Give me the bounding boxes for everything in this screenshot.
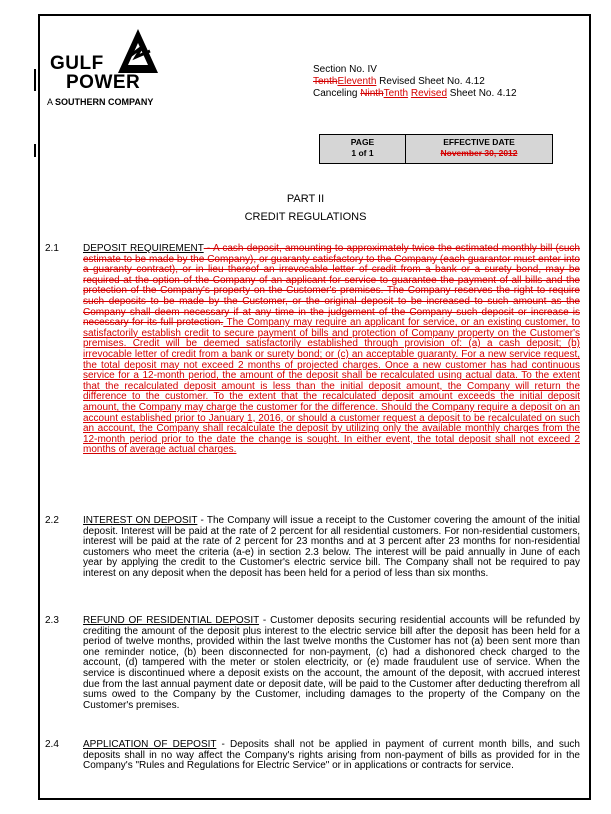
- canceling-sheet-line: Canceling NinthTenth Revised Sheet No. 4.12: [313, 88, 517, 99]
- section-title: REFUND OF RESIDENTIAL DEPOSIT: [83, 615, 260, 626]
- section-number: Section No. IV: [313, 64, 377, 75]
- section-body: [83, 244, 580, 456]
- section-number: 2.4: [45, 739, 59, 750]
- section-number: 2.1: [45, 243, 59, 254]
- section-text: - The Company will issue a receipt to the Customer covering the amount of the initial deposit. Interest will be paid at the rate of 2 percent for all residential customers. For non-residential customers, interest will be paid at the rate of 2 percent for 23 months and at 3 percent after 23 months for non-residential customers who meet the criteria (a-e) in section 2.3 below. The interest will be paid annually in June of each year by applying the credit to the Customer's electric service bill. The Company shall not be required to pay interest on any deposit when the deposit has been held for a period of less than six months.: [83, 515, 580, 579]
- section-body: [83, 740, 580, 772]
- section-number: 2.3: [45, 615, 59, 626]
- section-text: - Customer deposits securing residential accounts will be refunded by crediting the amount of the deposit plus interest to the electric service bill after the deposit has been held for a period of twelve months, provided within the last twelve months the Customer has not (a) been sent more than one reminder notice, (b) been disconnected for non-payment, (c) had a dishonored check charged to the account, (d) tampered with the meter or stolen electricity, or (e) made fraudulent use of service. When the service is discontinued where a deposit exists on the account, the amount of the deposit, with accrued interest due from the last annual payment date or deposit date, will be paid to the Customer after deducting therefrom all sums owed to the Company by the Customer, including damages to the property of the Company on the Customer's premises.: [83, 615, 580, 711]
- page-label: PAGE: [350, 137, 375, 147]
- revised-sheet-line: TenthEleventh Revised Sheet No. 4.12: [313, 76, 485, 87]
- logo-southern-company: A SOUTHERN COMPANY: [47, 97, 154, 107]
- deleted-text: - A cash deposit, amounting to approximately twice the estimated monthly bill (such estimate to be made by the Company), or guaranty satisfactory to the Company (each guarantor must enter into a guaranty contract), or in lieu thereof an irrevocable letter of credit from a bank or a surety bond, may be required at the option of the Company of an applicant for service to guarantee the payment of all bills and the protection of the Company's property on the Customer's premises. The Company reserves the right to require such deposits to be made by the Customer, or the original deposit to be increased to such amount as the Company shall deem necessary if at any time in the judgement of the Company such deposit or increase is necessary for its full protection.: [83, 243, 580, 329]
- section-body: [83, 616, 580, 711]
- revision-bar: [34, 69, 36, 91]
- part-title: PART II: [286, 193, 325, 205]
- section-number: 2.2: [45, 515, 59, 526]
- section-body: [83, 516, 580, 580]
- section-title: INTEREST ON DEPOSIT: [83, 515, 198, 526]
- effective-date-value: November 30, 2012: [440, 148, 518, 158]
- gulf-power-logo: [47, 33, 180, 108]
- inserted-text: The Company may require an applicant for service, or an existing customer, to satisfactorily establish credit to secure payment of bills and protection of Company property on the Customer's premises. Credit will be deemed satisfactorily established through provision of: (a) a cash deposit; (b) irrevocable letter of credit from a bank or surety bond; or (c) an acceptable guaranty. For a new service request, the total deposit may not exceed 2 months of projected charges. Once a new customer has had continuous service for a 12-month period, the amount of the deposit shall be recalculated using actual data. To the extent that the recalculated deposit amount is less than the initial deposit amount, the Company will return the difference to the customer. To the extent that the recalculated deposit amount exceeds the initial deposit amount, the Company may charge the customer for the difference. Should the Company require a deposit on an account established prior to January 1, 2016, or should a customer request a deposit to be recalculated on such an account, the Company shall recalculate the deposit by utilizing only the available monthly charges from the 12-month period prior to the date the change is sought. In either event, the total deposit shall not exceed 2 months of average actual charges.: [83, 317, 580, 456]
- section-text: - Deposits shall not be applied in payment of current month bills, and such deposits shall in no way affect the Company's rights arising from non-payment of bills as provided for in the Company's "Rules and Regulations for Electric Service" or in applications or contracts for service.: [83, 739, 580, 772]
- page-value: 1 of 1: [351, 148, 374, 158]
- page-effective-date-box: [319, 134, 553, 164]
- logo-triangle-icon: [118, 29, 158, 73]
- section-title: APPLICATION OF DEPOSIT: [83, 739, 217, 750]
- effective-date-cell: [406, 135, 552, 163]
- logo-power: POWER: [66, 72, 141, 93]
- logo-gulf: GULF: [50, 53, 104, 74]
- effective-date-label: EFFECTIVE DATE: [443, 137, 515, 147]
- page-cell: [320, 135, 406, 163]
- revision-bar: [34, 144, 36, 157]
- part-subtitle: CREDIT REGULATIONS: [244, 211, 367, 223]
- sheet-header: [313, 64, 517, 100]
- section-title: DEPOSIT REQUIREMENT: [83, 243, 204, 254]
